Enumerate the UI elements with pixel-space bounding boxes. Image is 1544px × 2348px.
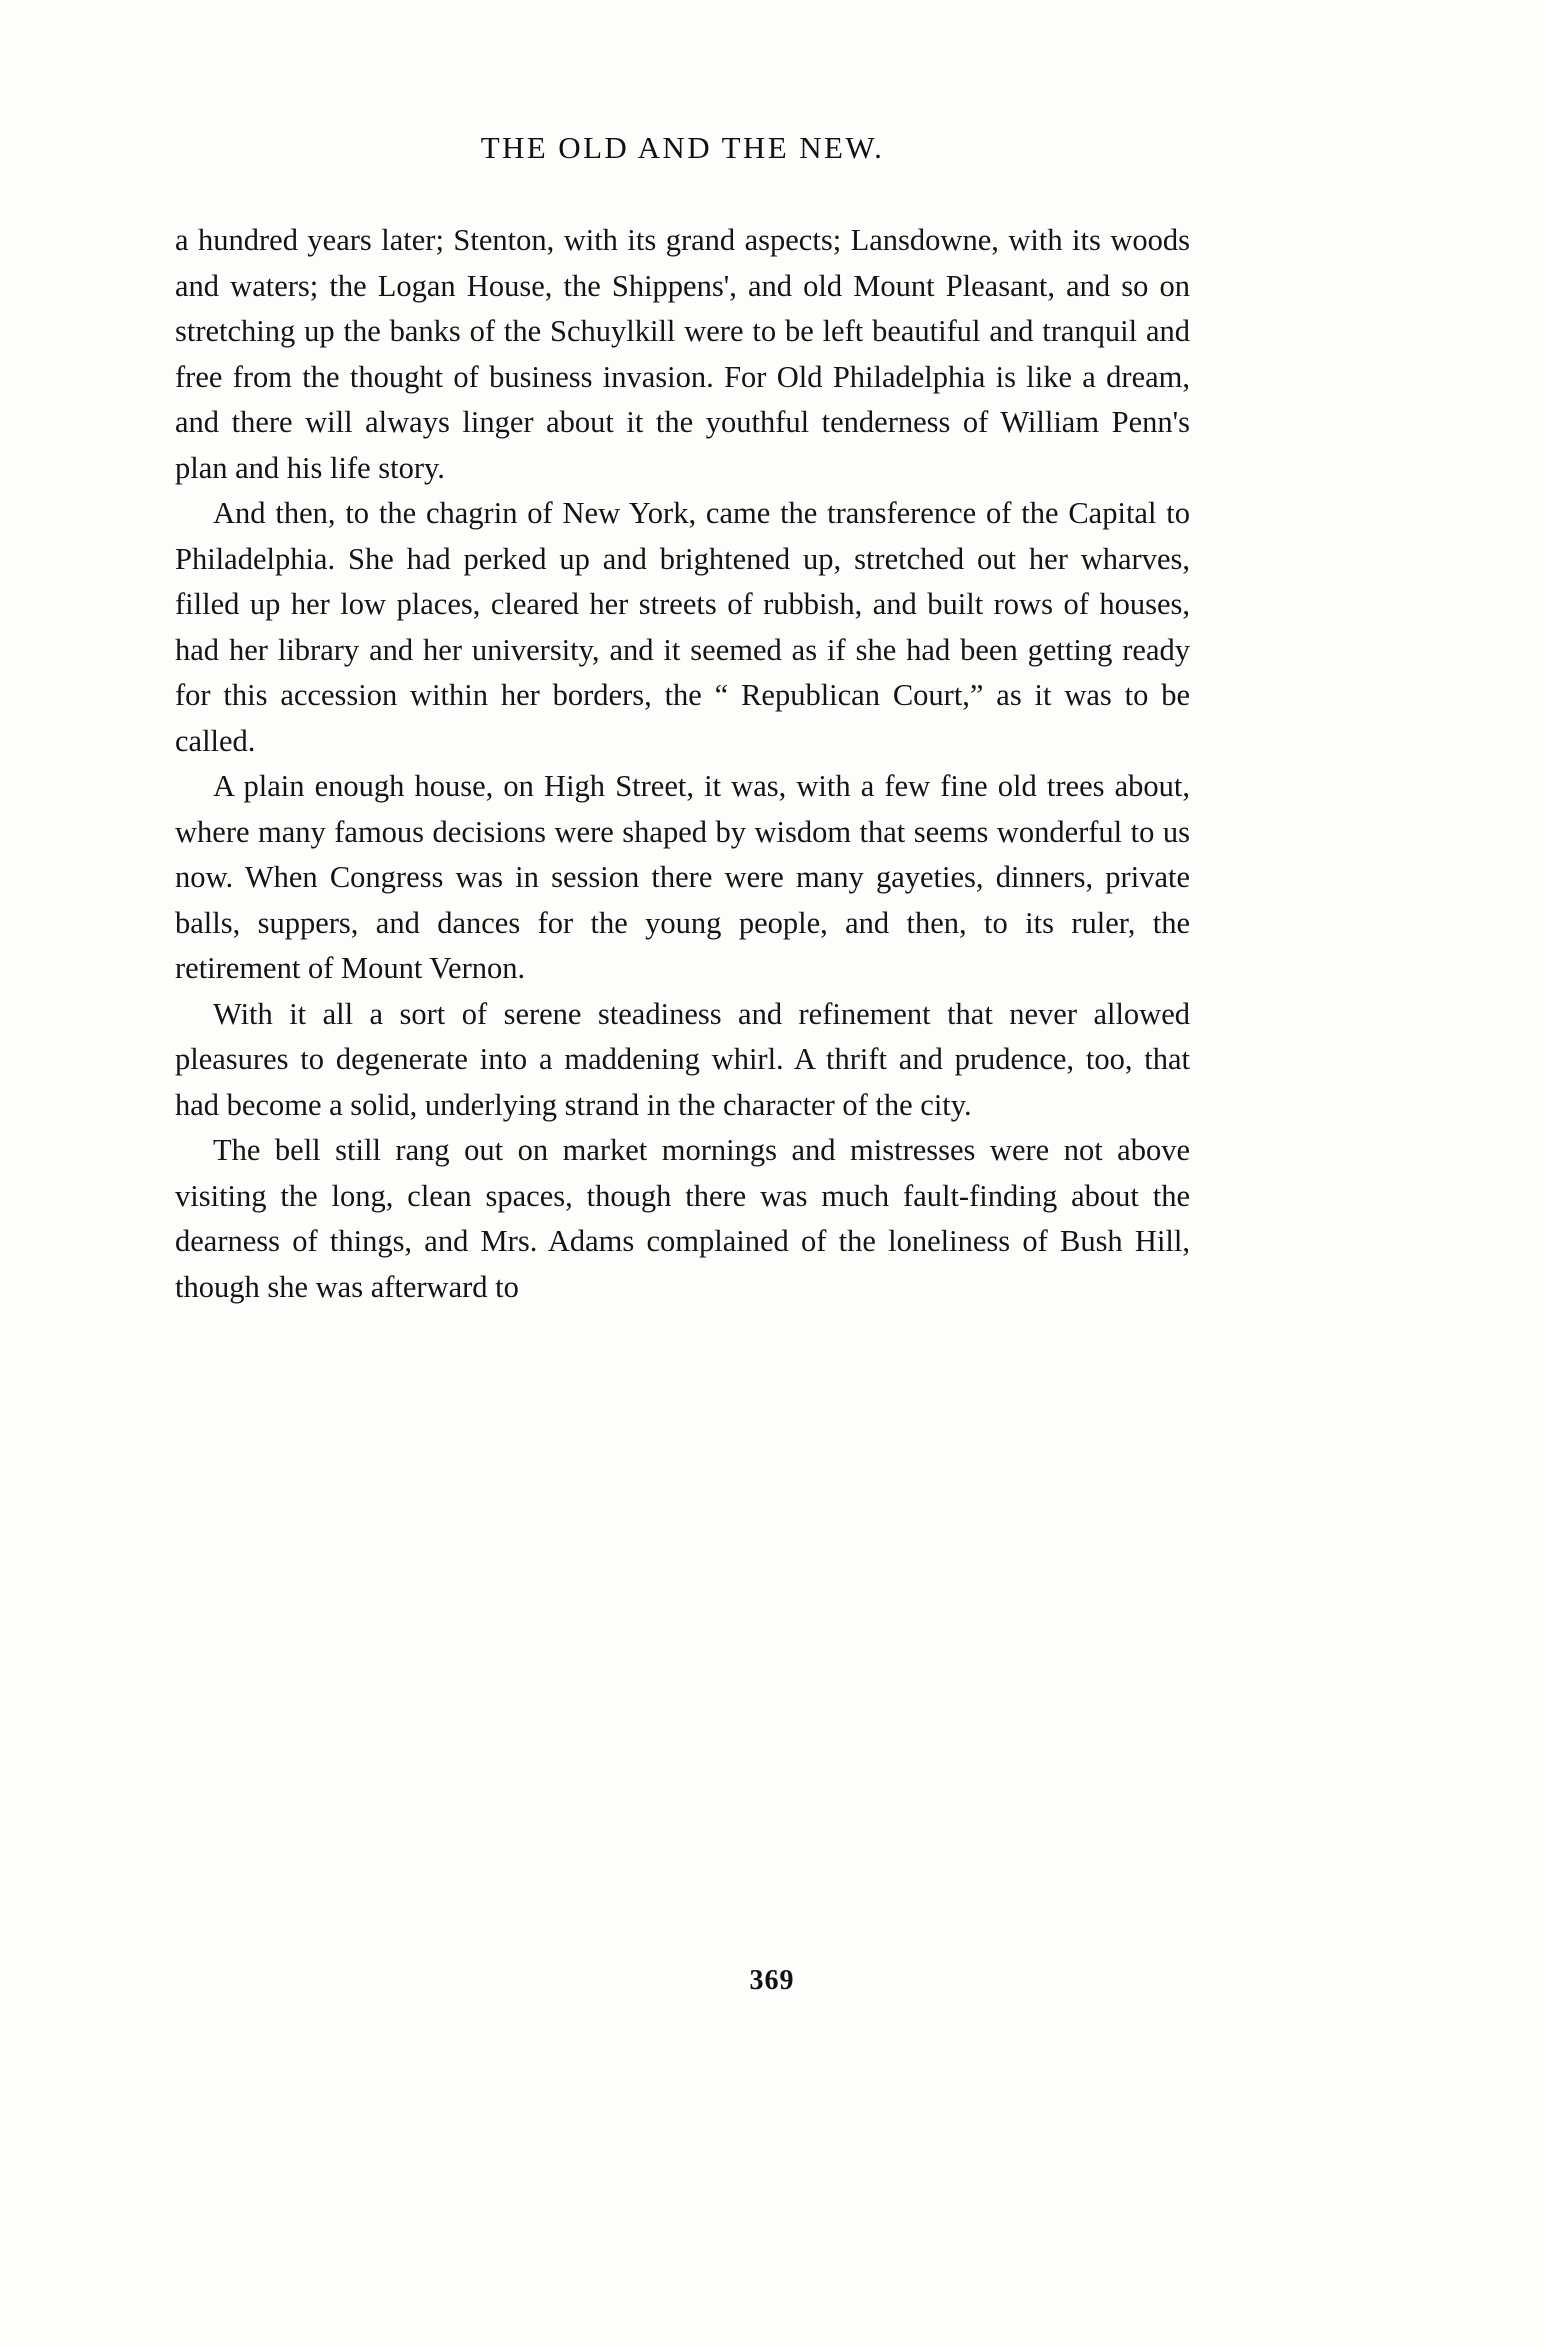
running-head: THE OLD AND THE NEW. bbox=[480, 130, 885, 165]
paragraph-5: The bell still rang out on market mornings and mistresses were not above visiting the long, clean spaces, though there was much fault-finding about the dearness of things, and Mrs. Adams complained of the loneliness of Bush Hill, though she was afterward to bbox=[175, 1133, 1190, 1304]
page-content bbox=[175, 130, 1190, 1310]
page-number: 369 bbox=[749, 1965, 795, 1996]
paragraph-4: With it all a sort of serene steadiness and refinement that never allowed pleasures to degenerate into a maddening whirl. A thrift and prudence, too, that had become a solid, underlying strand in the character of the city. bbox=[175, 996, 1190, 1122]
body-text bbox=[175, 218, 1190, 1310]
paragraph-3: A plain enough house, on High Street, it was, with a few fine old trees about, where many famous decisions were shaped by wisdom that seems wonderful to us now. When Congress was in session there were many gayeties, dinners, private balls, suppers, and dances for the young people, and then, to its ruler, the retirement of Mount Vernon. bbox=[175, 769, 1190, 985]
paragraph-1: a hundred years later; Stenton, with its grand aspects; Lansdowne, with its woods and waters; the Logan House, the Shippens', and old Mount Pleasant, and so on stretching up the banks of the Schuylkill were to be left beautiful and tranquil and free from the thought of business invasion. For Old Philadelphia is like a dream, and there will always linger about it the youthful tenderness of William Penn's plan and his life story. bbox=[175, 223, 1190, 485]
paragraph-2: And then, to the chagrin of New York, came the transference of the Capital to Philadelphia. She had perked up and brightened up, stretched out her wharves, filled up her low places, cleared her streets of rubbish, and built rows of houses, had her library and her university, and it seemed as if she had been getting ready for this accession within her borders, the “ Republican Court,” as it was to be called. bbox=[175, 496, 1190, 758]
